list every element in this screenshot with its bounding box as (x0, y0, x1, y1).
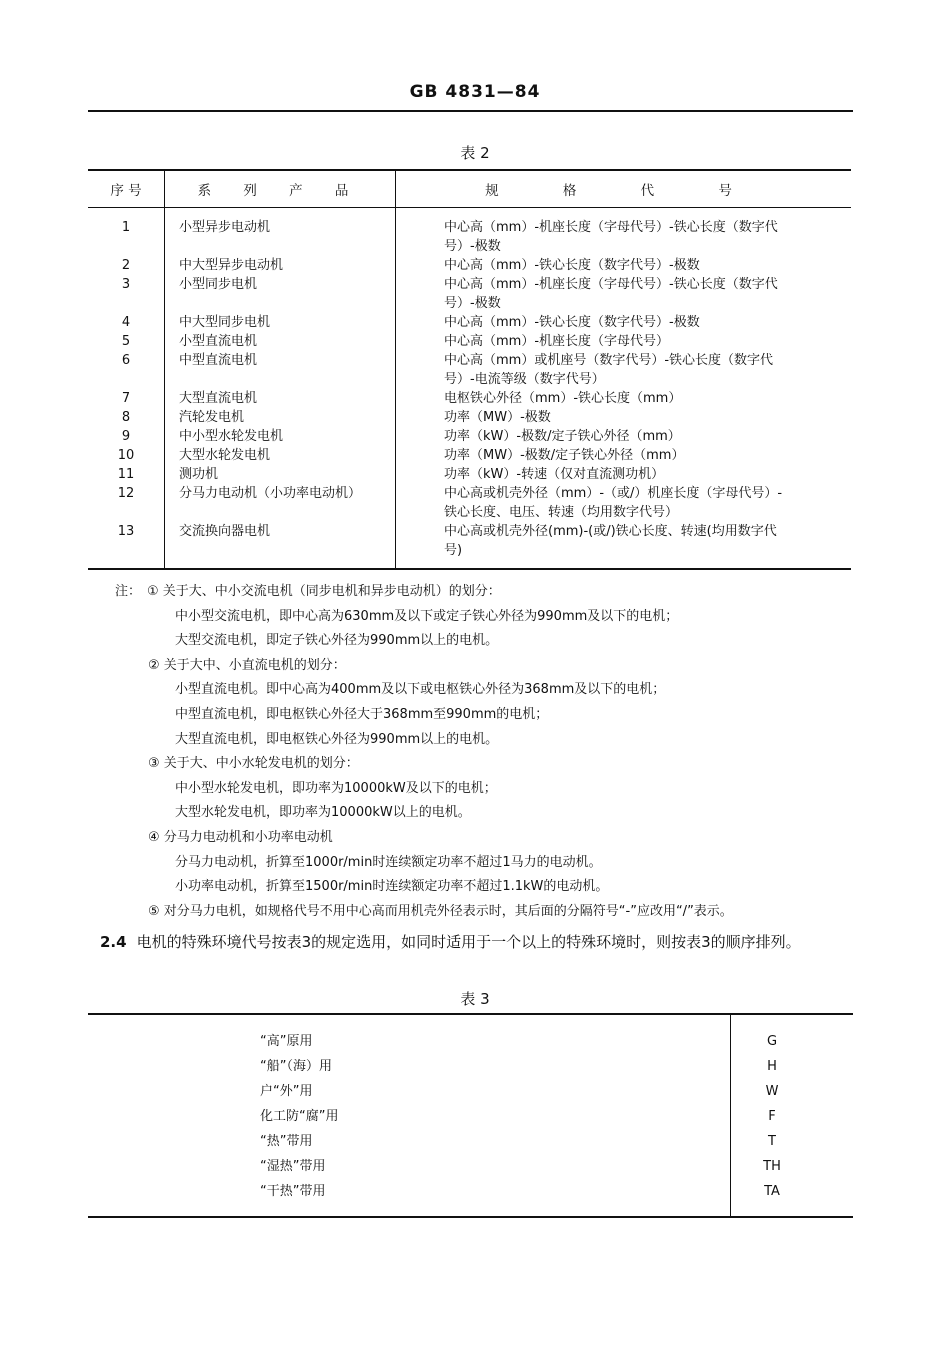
env-name: “干热”带用 (88, 1179, 731, 1217)
row-num: 1 (88, 208, 165, 257)
env-name: 户“外”用 (88, 1079, 731, 1104)
table-row (88, 256, 851, 275)
env-name: 化工防“腐”用 (88, 1104, 731, 1129)
env-code: TH (763, 1159, 781, 1174)
table-row (88, 275, 851, 313)
table-row (88, 208, 851, 257)
env-code: TA (764, 1184, 780, 1199)
row-num: 3 (88, 275, 165, 313)
table-row (88, 1104, 853, 1129)
table2-col-product: 系 列 产 品 (165, 170, 396, 208)
row-product: 小型异步电动机 (165, 208, 396, 257)
row-num: 8 (88, 408, 165, 427)
env-code: W (765, 1084, 779, 1099)
row-product: 中型直流电机 (165, 351, 396, 389)
table-row (88, 1179, 853, 1217)
row-spec: 功率（MW）-极数 (444, 410, 551, 425)
table-row (88, 408, 851, 427)
env-name: “湿热”带用 (88, 1154, 731, 1179)
clause-text: 电机的特殊环境代号按表3的规定选用，如同时适用于一个以上的特殊环境时，则按表3的顺序排列。 (136, 933, 801, 951)
env-name: “高”原用 (88, 1014, 731, 1054)
header-rule (88, 110, 853, 112)
table-row (88, 427, 851, 446)
env-code: T (768, 1134, 776, 1149)
env-name: “船”（海）用 (88, 1054, 731, 1079)
row-num: 10 (88, 446, 165, 465)
row-product: 测功机 (165, 465, 396, 484)
row-num: 9 (88, 427, 165, 446)
row-product: 小型同步电机 (165, 275, 396, 313)
table2-col-num: 序 号 (88, 170, 165, 208)
note-2b: 中型直流电机，即电枢铁心外径大于368mm至990mm的电机； (175, 706, 549, 722)
clause-number: 2.4 (100, 933, 127, 951)
row-num: 7 (88, 389, 165, 408)
row-spec: 中心高或机壳外径（mm）-（或/）机座长度（字母代号）-铁心长度、电压、转速（均用数字代号） (444, 486, 783, 520)
row-num: 5 (88, 332, 165, 351)
row-num: 4 (88, 313, 165, 332)
note-2-head: ② 关于大中、小直流电机的划分： (148, 657, 346, 673)
row-product: 交流换向器电机 (165, 522, 396, 569)
note-1-head-text: ① 关于大、中小交流电机（同步电机和异步电动机）的划分： (147, 584, 501, 599)
table-row (88, 313, 851, 332)
row-product: 分马力电动机（小功率电动机） (165, 484, 396, 522)
note-1a: 中小型交流电机，即中心高为630mm及以下或定子铁心外径为990mm及以下的电机； (175, 608, 679, 624)
note-2a: 小型直流电机。即中心高为400mm及以下或电枢铁心外径为368mm及以下的电机； (175, 682, 666, 698)
table-row (88, 465, 851, 484)
row-num: 12 (88, 484, 165, 522)
notes-label: 注： (115, 584, 142, 599)
table-row (88, 484, 851, 522)
table-row (88, 522, 851, 569)
row-spec: 中心高（mm）-铁心长度（数字代号）-极数 (444, 258, 700, 273)
table-row (88, 351, 851, 389)
row-num: 2 (88, 256, 165, 275)
table-row (88, 389, 851, 408)
row-num: 6 (88, 351, 165, 389)
table-row (88, 1079, 853, 1104)
table-row (88, 1014, 853, 1054)
table2 (88, 169, 851, 570)
note-3b: 大型水轮发电机，即功率为10000kW以上的电机。 (175, 805, 471, 821)
row-spec: 中心高或机壳外径(mm)-(或/)铁心长度、转速(均用数字代号) (396, 522, 852, 569)
row-product: 中大型异步电动机 (165, 256, 396, 275)
env-code: F (768, 1109, 776, 1124)
note-3a: 中小型水轮发电机，即功率为10000kW及以下的电机； (175, 780, 497, 796)
table3 (88, 1013, 853, 1218)
note-3-head: ③ 关于大、中小水轮发电机的划分： (148, 756, 359, 772)
env-code: H (767, 1059, 777, 1074)
table-row (88, 446, 851, 465)
table-row (88, 332, 851, 351)
table2-caption: 表 2 (460, 144, 490, 162)
row-spec: 电枢铁心外径（mm）-铁心长度（mm） (444, 391, 682, 406)
table-row (88, 1054, 853, 1079)
note-1b: 大型交流电机，即定子铁心外径为990mm以上的电机。 (175, 633, 499, 649)
row-product: 小型直流电机 (165, 332, 396, 351)
standard-code-header: GB 4831—84 (409, 82, 541, 102)
row-spec: 中心高（mm）-机座长度（字母代号）-铁心长度（数字代号）-极数 (444, 277, 778, 311)
note-1-head (115, 580, 855, 605)
clause-2-4 (88, 929, 853, 955)
env-code: G (766, 1034, 778, 1049)
note-4a: 分马力电动机，折算至1000r/min时连续额定功率不超过1马力的电动机。 (175, 854, 602, 870)
row-product: 中大型同步电机 (165, 313, 396, 332)
row-spec: 中心高（mm）或机座号（数字代号）-铁心长度（数字代号）-电流等级（数字代号） (444, 353, 774, 387)
note-2c: 大型直流电机，即电枢铁心外径为990mm以上的电机。 (175, 731, 499, 747)
row-product: 大型直流电机 (165, 389, 396, 408)
row-spec: 功率（kW）-转速（仅对直流测功机） (444, 467, 665, 482)
env-name: “热”带用 (88, 1129, 731, 1154)
table-row (88, 1129, 853, 1154)
row-product: 汽轮发电机 (165, 408, 396, 427)
note-4b: 小功率电动机，折算至1500r/min时连续额定功率不超过1.1kW的电动机。 (175, 879, 609, 895)
table-row (88, 1154, 853, 1179)
row-num: 11 (88, 465, 165, 484)
row-spec: 中心高（mm）-机座长度（字母代号） (444, 334, 670, 349)
note-5: ⑤ 对分马力电机，如规格代号不用中心高而用机壳外径表示时，其后面的分隔符号“-”应改用“/”表示。 (148, 903, 733, 919)
row-spec: 功率（MW）-极数/定子铁心外径（mm） (444, 448, 685, 463)
table2-col-spec: 规 格 代 号 (396, 170, 852, 208)
table3-caption: 表 3 (460, 990, 490, 1008)
table2-header-row (88, 170, 851, 208)
row-spec: 功率（kW）-极数/定子铁心外径（mm） (444, 429, 681, 444)
row-product: 大型水轮发电机 (165, 446, 396, 465)
note-4-head: ④ 分马力电动机和小功率电动机 (148, 829, 333, 845)
row-spec: 中心高（mm）-铁心长度（数字代号）-极数 (444, 315, 700, 330)
row-product: 中小型水轮发电机 (165, 427, 396, 446)
row-num: 13 (88, 522, 165, 569)
table2-notes (115, 580, 855, 924)
row-spec: 中心高（mm）-机座长度（字母代号）-铁心长度（数字代号）-极数 (444, 220, 778, 254)
